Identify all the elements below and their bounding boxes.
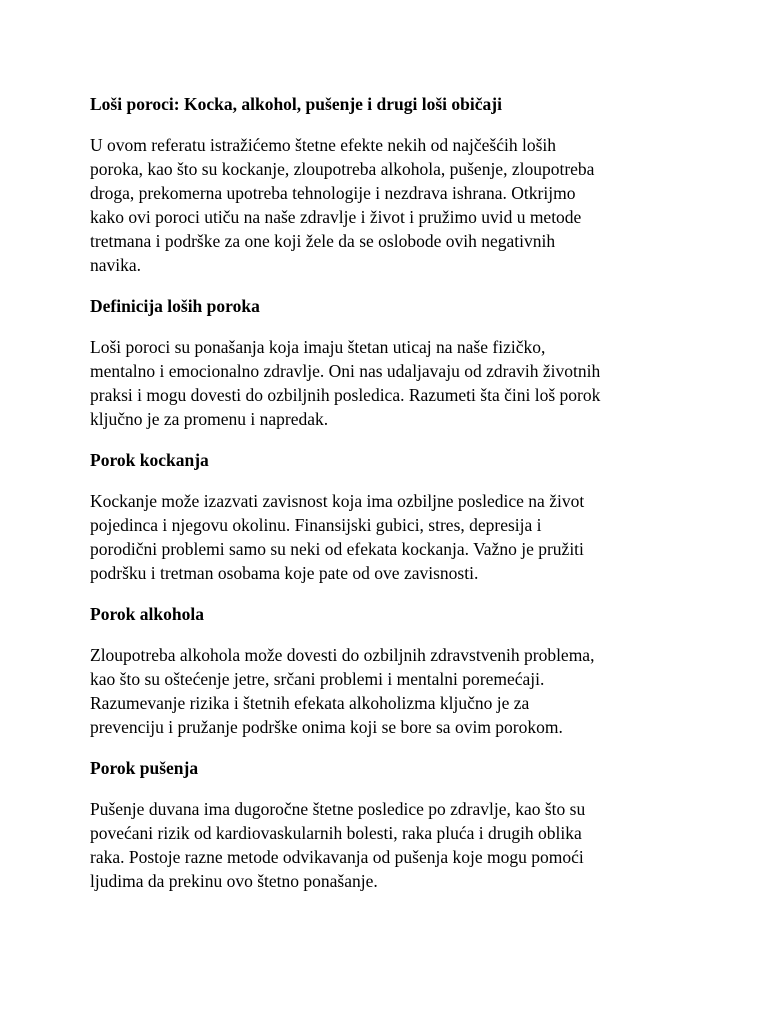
paragraph-line: podršku i tretman osobama koje pate od ove zavisnosti.	[90, 563, 479, 583]
section-heading-kockanje: Porok kockanja	[90, 450, 209, 470]
paragraph-line: ljudima da prekinu ovo štetno ponašanje.	[90, 871, 378, 891]
paragraph-line: Zloupotreba alkohola može dovesti do ozbiljnih zdravstvenih problema,	[90, 645, 595, 665]
paragraph-line: Pušenje duvana ima dugoročne štetne posledice po zdravlje, kao što su	[90, 799, 586, 819]
paragraph-line: Kockanje može izazvati zavisnost koja ima ozbiljne posledice na život	[90, 491, 585, 511]
intro-paragraph	[90, 133, 690, 277]
paragraph-line: kako ovi poroci utiču na naše zdravlje i život i pružimo uvid u metode	[90, 207, 582, 227]
document-body	[90, 92, 690, 910]
section-paragraph-alkohol	[90, 643, 690, 739]
paragraph-line: pojedinca i njegovu okolinu. Finansijski gubici, stres, depresija i	[90, 515, 542, 535]
paragraph-line: porodični problemi samo su neki od efekata kockanja. Važno je pružiti	[90, 539, 584, 559]
paragraph-line: raka. Postoje razne metode odvikavanja od pušenja koje mogu pomoći	[90, 847, 584, 867]
paragraph-line: navika.	[90, 255, 142, 275]
section-paragraph-pusenje	[90, 797, 690, 893]
paragraph-line: prevenciju i pružanje podrške onima koji se bore sa ovim porokom.	[90, 717, 563, 737]
section-heading-alkohol: Porok alkohola	[90, 604, 204, 624]
paragraph-line: mentalno i emocionalno zdravlje. Oni nas udaljavaju od zdravih životnih	[90, 361, 601, 381]
paragraph-line: Loši poroci su ponašanja koja imaju štetan uticaj na naše fizičko,	[90, 337, 546, 357]
paragraph-line: poroka, kao što su kockanje, zloupotreba alkohola, pušenje, zloupotreba	[90, 159, 595, 179]
page-title: Loši poroci: Kocka, alkohol, pušenje i drugi loši običaji	[90, 94, 502, 114]
section-heading-definicija: Definicija loših poroka	[90, 296, 260, 316]
paragraph-line: U ovom referatu istražićemo štetne efekte nekih od najčešćih loših	[90, 135, 557, 155]
paragraph-line: kao što su oštećenje jetre, srčani problemi i mentalni poremećaji.	[90, 669, 545, 689]
section-paragraph-definicija	[90, 335, 690, 431]
paragraph-line: Razumevanje rizika i štetnih efekata alkoholizma ključno je za	[90, 693, 530, 713]
paragraph-line: ključno je za promenu i napredak.	[90, 409, 329, 429]
paragraph-line: praksi i mogu dovesti do ozbiljnih posledica. Razumeti šta čini loš porok	[90, 385, 601, 405]
section-heading-pusenje: Porok pušenja	[90, 758, 199, 778]
section-paragraph-kockanje	[90, 489, 690, 585]
paragraph-line: tretmana i podrške za one koji žele da se oslobode ovih negativnih	[90, 231, 556, 251]
paragraph-line: droga, prekomerna upotreba tehnologije i nezdrava ishrana. Otkrijmo	[90, 183, 576, 203]
paragraph-line: povećani rizik od kardiovaskularnih bolesti, raka pluća i drugih oblika	[90, 823, 582, 843]
